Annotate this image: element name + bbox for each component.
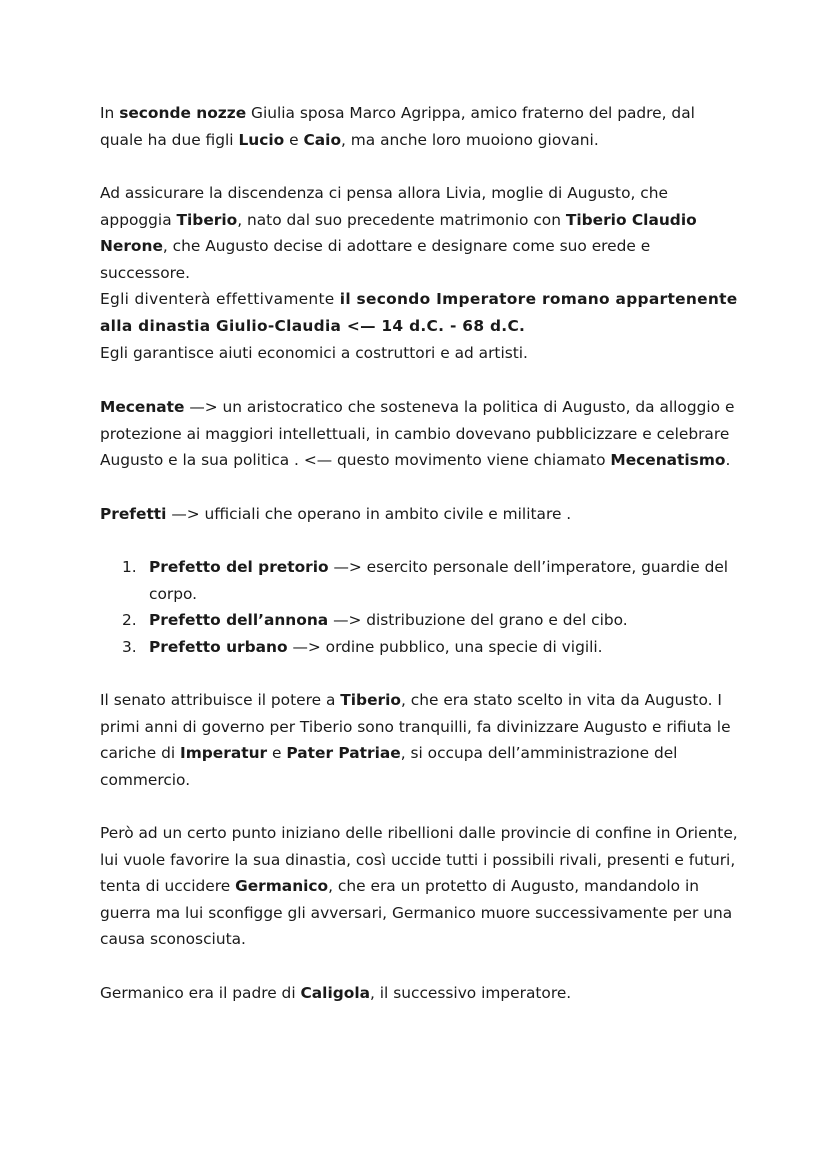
bold-term: Prefetti xyxy=(100,505,167,523)
text: —> ufficiali che operano in ambito civile e militare . xyxy=(166,505,572,523)
text: —> ordine pubblico, una specie di vigili. xyxy=(287,637,603,656)
bold-term: Imperatur xyxy=(180,744,268,763)
bold-term: il secondo Imperatore romano appartenente alla dinastia Giulio-Claudia <— 14 d.C. - 68 d.C. xyxy=(100,290,738,335)
list-number: 1. xyxy=(122,558,137,576)
text: Egli garantisce aiuti economici a costruttori e ad artisti. xyxy=(100,343,528,362)
bold-term: Lucio xyxy=(238,130,285,149)
paragraph-ribellioni xyxy=(100,820,740,953)
bold-term: Mecenate xyxy=(100,398,185,416)
text: , ma anche loro muoiono giovani. xyxy=(341,130,599,149)
list-number: 3. xyxy=(122,637,137,656)
text: Germanico era il padre di xyxy=(100,984,301,1002)
bold-term: Prefetto dell’annona xyxy=(149,611,329,630)
paragraph-seconde-nozze xyxy=(100,100,740,153)
text: —> un aristocratico che sosteneva la politica di Augusto, da alloggio e protezione ai maggiori intellettuali, in cambio dovevano pubblicizzare e celebrare Augusto e la sua politica . <— questo movimento viene chiamato xyxy=(100,398,735,470)
paragraph-senato xyxy=(100,687,740,793)
list-number: 2. xyxy=(122,611,137,630)
text: In xyxy=(100,104,120,122)
paragraph-prefetti xyxy=(100,501,740,528)
text: e xyxy=(267,744,287,763)
bold-term: Germanico xyxy=(235,877,329,896)
bold-term: Tiberio Claudio Nerone xyxy=(100,210,697,256)
text: Il senato attribuisce il potere a xyxy=(100,691,341,709)
text: , che era un protetto di Augusto, mandandolo in guerra ma lui sconfigge gli avversari, Germanico muore successivamente per una causa sconosciuta. xyxy=(100,877,733,949)
prefetti-list xyxy=(122,554,742,660)
bold-term: Prefetto urbano xyxy=(149,637,288,656)
text: Giulia sposa Marco Agrippa, amico fraterno del padre, dal quale ha due figli xyxy=(100,104,695,149)
text: —> distribuzione del grano e del cibo. xyxy=(328,611,628,630)
bold-term: seconde nozze xyxy=(119,104,247,122)
text: . xyxy=(725,451,731,470)
text: —> esercito personale dell’imperatore, guardie del corpo. xyxy=(149,558,729,603)
bold-term: Mecenatismo xyxy=(610,451,726,470)
text: Ad assicurare la discendenza ci pensa allora Livia, moglie di Augusto, che appoggia xyxy=(100,184,668,229)
bold-term: Tiberio xyxy=(340,691,401,709)
bold-term: Tiberio xyxy=(176,210,238,229)
bold-term: Caio xyxy=(303,130,342,149)
text: , nato dal suo precedente matrimonio con xyxy=(237,210,566,229)
paragraph-livia-tiberio xyxy=(100,180,740,366)
text: , che era stato scelto in vita da Augusto. I primi anni di governo per Tiberio sono tranquilli, fa divinizzare Augusto e rifiuta le cariche di xyxy=(100,691,731,763)
list-item xyxy=(122,607,742,634)
bold-term: Pater Patriae xyxy=(286,744,401,763)
text: , si occupa dell’amministrazione del commercio. xyxy=(100,744,678,789)
paragraph-mecenate xyxy=(100,394,740,474)
text: , il successivo imperatore. xyxy=(369,984,572,1002)
list-item xyxy=(122,634,742,661)
bold-term: Prefetto del pretorio xyxy=(149,558,329,576)
list-item xyxy=(122,554,742,607)
text: , che Augusto decise di adottare e designare come suo erede e successore. xyxy=(100,237,651,282)
bold-term: Caligola xyxy=(300,984,370,1002)
paragraph-germanico xyxy=(100,980,740,1007)
text: Egli diventerà effettivamente xyxy=(100,290,340,309)
text: Però ad un certo punto iniziano delle ribellioni dalle provincie di confine in Oriente, lui vuole favorire la sua dinastia, così uccide tutti i possibili rivali, presenti e futuri, tenta di uccidere xyxy=(100,824,738,896)
text: e xyxy=(284,130,304,149)
